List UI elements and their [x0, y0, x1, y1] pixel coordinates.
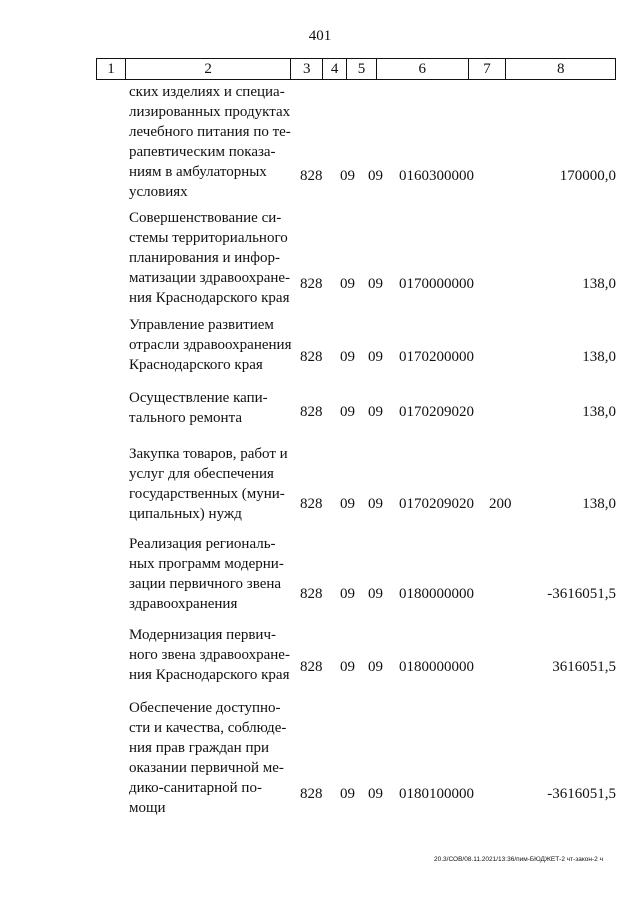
row-csr: 0170200000 — [399, 349, 474, 365]
row-pr: 09 — [368, 276, 383, 292]
row-code: 828 — [300, 586, 323, 602]
row-pr: 09 — [368, 659, 383, 675]
row-sum: -3616051,5 — [547, 586, 616, 602]
row-vr: 200 — [489, 496, 512, 512]
row-csr: 0170209020 — [399, 404, 474, 420]
row-rz: 09 — [340, 659, 355, 675]
row-sum: 138,0 — [582, 349, 616, 365]
header-col-3: 3 — [290, 59, 322, 79]
row-sum: 138,0 — [582, 404, 616, 420]
row-pr: 09 — [368, 349, 383, 365]
row-sum: -3616051,5 — [547, 786, 616, 802]
row-name: Реализация региональ- ных программ модерни- зации первичного звена здравоохранения — [129, 536, 284, 612]
header-col-5: 5 — [346, 59, 376, 79]
header-col-4: 4 — [322, 59, 346, 79]
row-name: Управление развитием отрасли здравоохранения Краснодарского края — [129, 317, 292, 373]
row-sum: 138,0 — [582, 496, 616, 512]
table-row — [0, 444, 640, 522]
header-col-2: 2 — [125, 59, 290, 79]
table-row — [0, 388, 640, 426]
table-row — [0, 698, 640, 816]
row-rz: 09 — [340, 349, 355, 365]
row-pr: 09 — [368, 168, 383, 184]
row-code: 828 — [300, 404, 323, 420]
row-code: 828 — [300, 496, 323, 512]
row-code: 828 — [300, 349, 323, 365]
header-col-8: 8 — [505, 59, 615, 79]
row-pr: 09 — [368, 404, 383, 420]
row-rz: 09 — [340, 276, 355, 292]
table-header — [96, 58, 616, 80]
row-code: 828 — [300, 786, 323, 802]
row-csr: 0180000000 — [399, 659, 474, 675]
row-csr: 0170209020 — [399, 496, 474, 512]
row-rz: 09 — [340, 168, 355, 184]
header-col-6: 6 — [376, 59, 468, 79]
row-sum: 138,0 — [582, 276, 616, 292]
row-rz: 09 — [340, 404, 355, 420]
header-col-7: 7 — [468, 59, 506, 79]
row-name: Обеспечение доступно- сти и качества, соблюде- ния прав граждан при оказании первичной ме- дико-санитарной по- мощи — [129, 700, 287, 816]
row-name: Закупка товаров, работ и услуг для обеспечения государственных (муни- ципальных) нужд — [129, 446, 288, 522]
page-number: 401 — [308, 28, 332, 44]
table-row — [0, 315, 640, 373]
row-name: Совершенствование си- стемы территориального планирования и инфор- матизации здравоохране- ния Краснодарского края — [129, 210, 291, 306]
table-row — [0, 208, 640, 306]
row-pr: 09 — [368, 586, 383, 602]
row-pr: 09 — [368, 496, 383, 512]
table-row — [0, 534, 640, 612]
row-code: 828 — [300, 168, 323, 184]
row-sum: 3616051,5 — [552, 659, 616, 675]
row-name: Модернизация первич- ного звена здравоохране- ния Краснодарского края — [129, 627, 290, 683]
row-rz: 09 — [340, 496, 355, 512]
row-csr: 0160300000 — [399, 168, 474, 184]
table-row — [0, 82, 640, 200]
table-row — [0, 625, 640, 683]
row-sum: 170000,0 — [559, 168, 616, 184]
row-csr: 0180100000 — [399, 786, 474, 802]
row-name: Осуществление капи- тального ремонта — [129, 390, 268, 426]
row-code: 828 — [300, 659, 323, 675]
row-csr: 0170000000 — [399, 276, 474, 292]
row-rz: 09 — [340, 786, 355, 802]
row-name: ских изделиях и специа- лизированных продуктах лечебного питания по те- рапевтическим показа- ниям в амбулаторных условиях — [129, 84, 291, 200]
row-code: 828 — [300, 276, 323, 292]
row-csr: 0180000000 — [399, 586, 474, 602]
header-col-1: 1 — [107, 61, 115, 77]
footer-stamp: 20.3/СОВ/08.11.2021/13:36/пим-БЮДЖЕТ-2 чт-закон-2 ч — [434, 856, 603, 863]
row-pr: 09 — [368, 786, 383, 802]
row-rz: 09 — [340, 586, 355, 602]
